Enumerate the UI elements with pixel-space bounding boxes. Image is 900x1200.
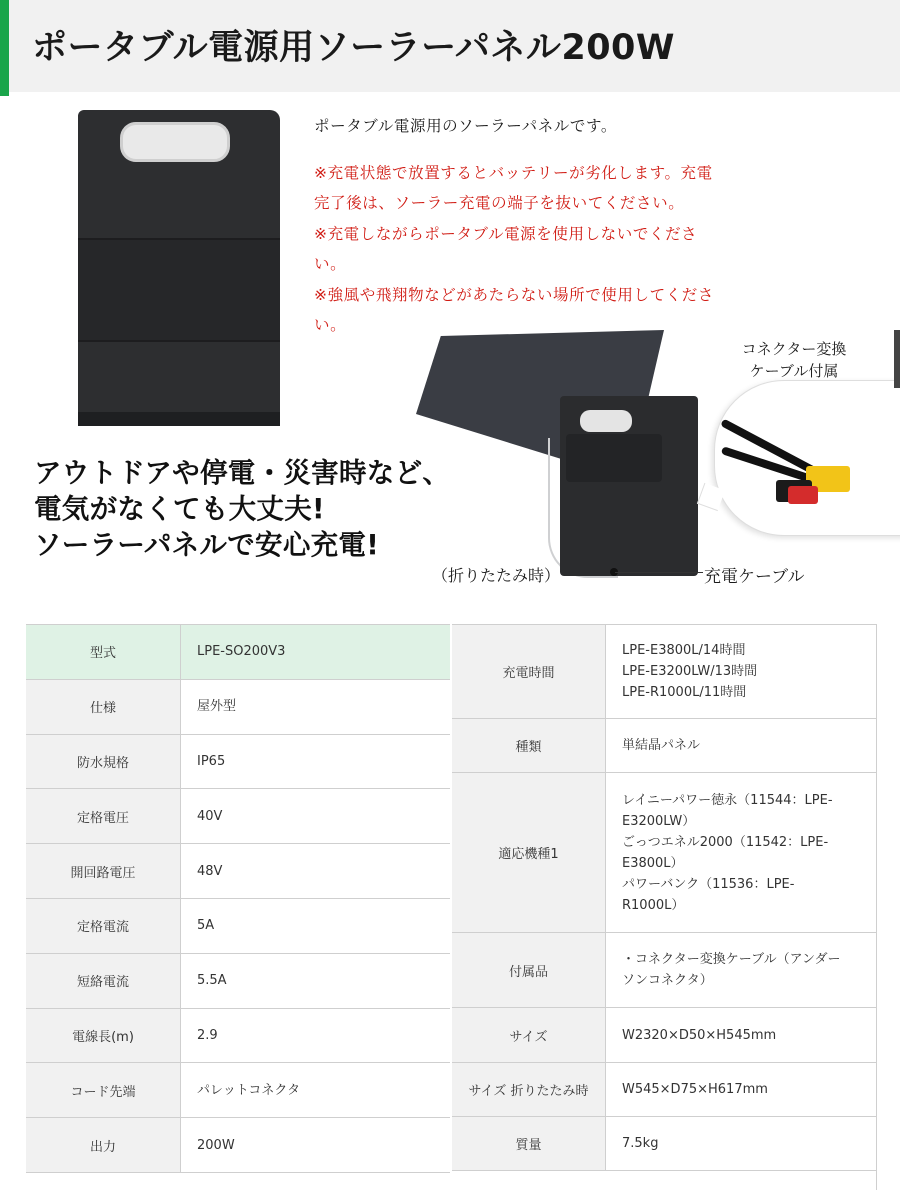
spec-row xyxy=(26,899,450,954)
spec-row xyxy=(452,1063,876,1117)
spec-row xyxy=(452,625,876,719)
table-right-border xyxy=(876,624,877,1190)
spec-key: 適応機種1 xyxy=(452,773,606,932)
spec-value-line: E3200LW） xyxy=(622,813,696,829)
spec-row xyxy=(26,844,450,899)
spec-key: サイズ xyxy=(452,1008,606,1062)
charging-cable-label: 充電ケーブル xyxy=(704,567,805,587)
spec-key: 短絡電流 xyxy=(26,954,181,1008)
red-connector xyxy=(788,486,818,504)
spec-key: 定格電圧 xyxy=(26,789,181,843)
page-title: ポータブル電源用ソーラーパネル200W xyxy=(32,28,676,68)
spec-row xyxy=(452,1117,876,1171)
spec-value: 2.9 xyxy=(197,1027,218,1043)
connector-label-line2: ケーブル付属 xyxy=(749,362,839,380)
spec-key: コード先端 xyxy=(26,1063,181,1117)
catchphrase-line2: 電気がなくても大丈夫! xyxy=(34,493,325,525)
spec-row xyxy=(452,1008,876,1063)
product-description xyxy=(314,111,834,341)
description-note-5: ※強風や飛翔物などがあたらない場所で使用してくださ xyxy=(314,285,714,304)
spec-value: 7.5kg xyxy=(622,1136,659,1151)
spec-row xyxy=(26,1009,450,1064)
spec-value: W545×D75×H617mm xyxy=(622,1082,768,1097)
spec-value-line: R1000L） xyxy=(622,897,685,913)
spec-value-line: パワーバンク（11536：LPE- xyxy=(622,876,795,892)
spec-value-line: レイニーパワー徳永（11544：LPE- xyxy=(622,792,833,808)
spec-row xyxy=(26,954,450,1009)
spec-table-right xyxy=(452,624,876,1171)
spec-value-line: ソンコネクタ） xyxy=(622,973,713,988)
spec-value-line: LPE-R1000L/11時間 xyxy=(622,685,747,700)
spec-row xyxy=(452,933,876,1008)
spec-value: LPE-SO200V3 xyxy=(181,625,450,679)
connector-cable-label xyxy=(728,338,860,382)
spec-key: 付属品 xyxy=(452,933,606,1007)
spec-value: 単結晶パネル xyxy=(622,738,701,753)
spec-value xyxy=(606,933,876,1007)
spec-key: 定格電流 xyxy=(26,899,181,953)
spec-key: 電線長(m) xyxy=(26,1009,181,1063)
title-accent-bar xyxy=(0,0,9,96)
edge-marker xyxy=(894,330,900,388)
spec-value xyxy=(606,773,876,932)
spec-row xyxy=(26,1063,450,1118)
folded-solar-panel-image xyxy=(78,110,280,426)
spec-table-left xyxy=(26,624,450,1173)
description-note-3: ※充電しながらポータブル電源を使用しないでくださ xyxy=(314,224,698,243)
description-note-4: い。 xyxy=(314,255,347,273)
description-note-1: ※充電状態で放置するとバッテリーが劣化します。充電 xyxy=(314,163,713,182)
spec-value-line: ・コネクター変換ケーブル（アンダー xyxy=(622,952,841,967)
catchphrase-line3: ソーラーパネルで安心充電! xyxy=(34,529,380,561)
spec-key: 出力 xyxy=(26,1118,181,1172)
spec-value xyxy=(606,625,876,718)
spec-value: 200W xyxy=(197,1137,235,1153)
spec-key: 種類 xyxy=(452,719,606,772)
spec-value: W2320×D50×H545mm xyxy=(622,1027,777,1043)
description-note-2: 完了後は、ソーラー充電の端子を抜いてください。 xyxy=(314,194,685,212)
description-note-6: い。 xyxy=(314,316,347,334)
spec-key: 開回路電圧 xyxy=(26,844,181,898)
spec-row xyxy=(26,1118,450,1173)
small-carry-handle xyxy=(580,410,632,432)
catchphrase-line1: アウトドアや停電・災害時など、 xyxy=(34,457,451,489)
panel-edge xyxy=(78,412,280,426)
description-main: ポータブル電源用のソーラーパネルです。 xyxy=(314,117,617,135)
cable-pointer-line xyxy=(615,572,703,573)
spec-row xyxy=(452,773,876,933)
spec-row xyxy=(26,789,450,844)
small-pocket xyxy=(566,434,662,482)
spec-key: 充電時間 xyxy=(452,625,606,718)
spec-row xyxy=(26,680,450,735)
spec-row xyxy=(452,719,876,773)
spec-value: パレットコネクタ xyxy=(197,1082,301,1098)
spec-row xyxy=(26,735,450,790)
spec-key: 質量 xyxy=(452,1117,606,1170)
panel-flap xyxy=(78,238,280,342)
spec-key: 防水規格 xyxy=(26,735,181,789)
spec-row xyxy=(26,625,450,680)
spec-key: 仕様 xyxy=(26,680,181,734)
spec-value-line: LPE-E3200LW/13時間 xyxy=(622,664,758,679)
spec-value: 40V xyxy=(197,808,223,824)
spec-value: 48V xyxy=(197,863,223,879)
spec-key: サイズ 折りたたみ時 xyxy=(452,1063,606,1116)
spec-value-line: E3800L） xyxy=(622,855,684,871)
spec-value-line: LPE-E3800L/14時間 xyxy=(622,643,746,658)
spec-value: 5.5A xyxy=(197,973,227,989)
spec-value: 屋外型 xyxy=(197,699,237,715)
spec-key: 型式 xyxy=(26,625,181,679)
connector-label-line1: コネクター変換 xyxy=(741,340,847,358)
carry-handle xyxy=(120,122,230,162)
catchphrase xyxy=(34,455,450,563)
folded-label: （折りたたみ時） xyxy=(432,566,561,585)
spec-value-line: ごっつエネル2000（11542：LPE- xyxy=(622,834,829,850)
spec-value: 5A xyxy=(197,918,215,934)
spec-value: IP65 xyxy=(197,753,226,769)
folded-panel-small-image xyxy=(560,396,698,576)
